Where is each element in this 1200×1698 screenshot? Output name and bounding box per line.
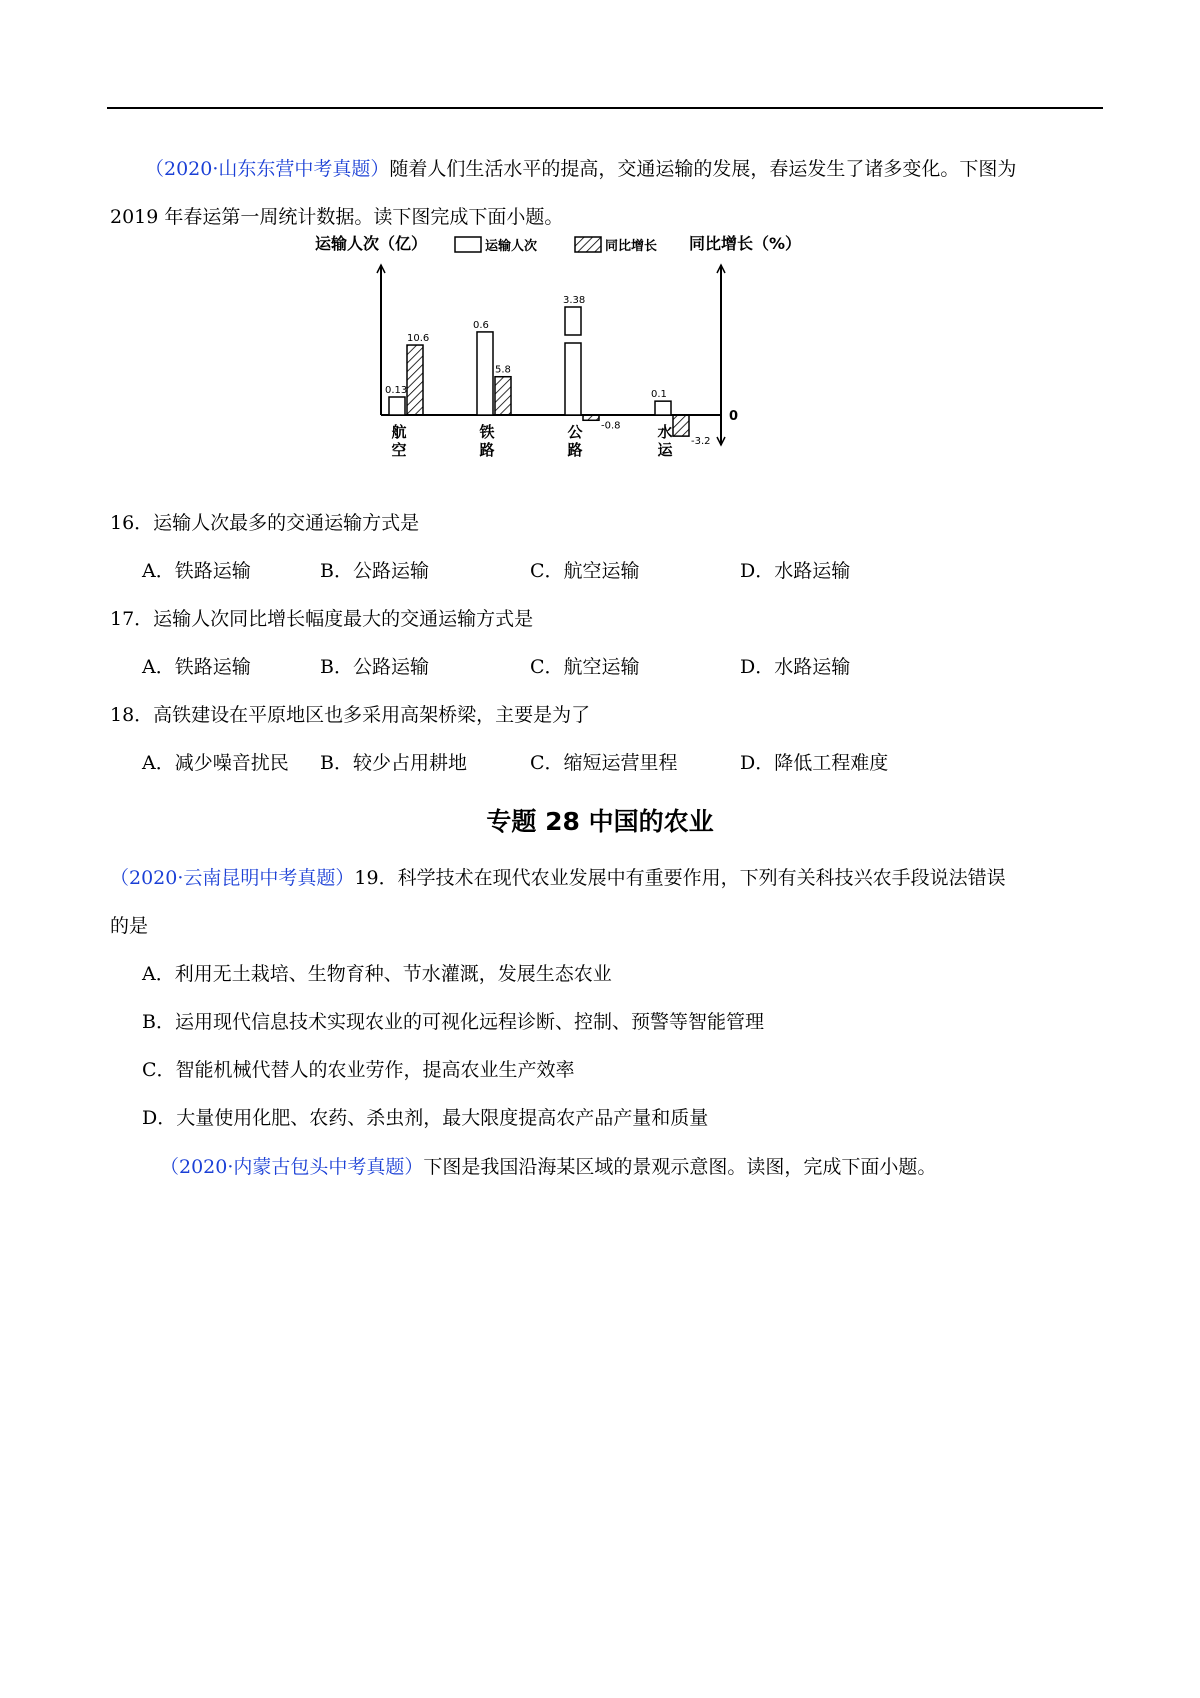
legend-label-series-1: 运输人次 <box>485 239 538 254</box>
top-rule <box>107 107 1103 109</box>
bar-count <box>655 401 671 415</box>
bar-count-label: 0.13 <box>385 385 408 396</box>
category-label: 运 <box>657 441 673 459</box>
source-tag: （2020·山东东营中考真题） <box>145 158 390 180</box>
bar-growth <box>407 345 423 415</box>
bar-growth <box>673 415 689 436</box>
category-label: 路 <box>479 441 495 459</box>
q16-option-a[interactable]: A．铁路运输 <box>142 560 251 582</box>
q19-option-a[interactable]: A．利用无土栽培、生物育种、节水灌溉，发展生态农业 <box>142 963 612 985</box>
source-tag: （2020·云南昆明中考真题） <box>110 867 355 889</box>
intro1-line2: 2019 年春运第一周统计数据。读下图完成下面小题。 <box>110 206 564 228</box>
bar-growth <box>495 377 511 415</box>
category-label: 空 <box>391 441 407 459</box>
q17-option-b[interactable]: B．公路运输 <box>320 656 429 678</box>
question-16-stem: 16．运输人次最多的交通运输方式是 <box>110 512 420 534</box>
q18-option-c[interactable]: C．缩短运营里程 <box>530 752 678 774</box>
question-18-stem: 18．高铁建设在平原地区也多采用高架桥梁，主要是为了 <box>110 704 591 726</box>
legend-hatched-swatch <box>575 237 601 252</box>
bar-growth-label: 10.6 <box>407 333 430 345</box>
bar-count-label: 0.6 <box>473 319 489 331</box>
category-label: 公 <box>567 423 583 441</box>
q16-option-b[interactable]: B．公路运输 <box>320 560 429 582</box>
bar-growth-label: -0.8 <box>601 420 621 432</box>
bar-growth <box>583 415 599 420</box>
category-label: 航 <box>391 423 407 441</box>
bar-count <box>477 332 493 415</box>
q16-option-d[interactable]: D．水路运输 <box>740 560 851 582</box>
q19-stem: 19．科学技术在现代农业发展中有重要作用，下列有关科技兴农手段说法错误 <box>354 867 1006 889</box>
intro1-text: 随着人们生活水平的提高，交通运输的发展，春运发生了诸多变化。下图为 <box>389 158 1017 180</box>
q17-option-d[interactable]: D．水路运输 <box>740 656 851 678</box>
q16-option-c[interactable]: C．航空运输 <box>530 560 640 582</box>
q18-option-a[interactable]: A．减少噪音扰民 <box>142 752 289 774</box>
question-19-line1 <box>110 866 1006 890</box>
q19-option-b[interactable]: B．运用现代信息技术实现农业的可视化远程诊断、控制、预警等智能管理 <box>142 1011 764 1033</box>
question-17-stem: 17．运输人次同比增长幅度最大的交通运输方式是 <box>110 608 534 630</box>
bar-growth-label: -3.2 <box>691 436 711 448</box>
category-label: 铁 <box>479 423 495 441</box>
bar-growth-label: 5.8 <box>495 364 511 376</box>
right-axis-title: 同比增长（%） <box>689 234 802 253</box>
transport-chart <box>315 234 875 490</box>
zero-label: 0 <box>729 409 739 424</box>
intro2-text: 下图是我国沿海某区域的景观示意图。读图，完成下面小题。 <box>423 1156 937 1178</box>
q17-option-c[interactable]: C．航空运输 <box>530 656 640 678</box>
legend-hollow-swatch <box>455 237 481 252</box>
q18-option-b[interactable]: B．较少占用耕地 <box>320 752 467 774</box>
bar-count-lower <box>565 343 581 415</box>
bar-count-label: 3.38 <box>563 295 586 306</box>
bar-count-label: 0.1 <box>651 389 667 401</box>
legend-label-series-2: 同比增长 <box>605 239 658 254</box>
bar-count-upper <box>565 307 581 335</box>
left-axis-title: 运输人次（亿） <box>315 234 428 253</box>
q19-option-c[interactable]: C．智能机械代替人的农业劳作，提高农业生产效率 <box>142 1059 575 1081</box>
source-tag: （2020·内蒙古包头中考真题） <box>160 1156 424 1178</box>
category-label: 水 <box>657 423 673 441</box>
question-19-line2: 的是 <box>110 915 149 937</box>
intro2-line <box>160 1155 936 1179</box>
bar-count <box>389 397 405 415</box>
category-label: 路 <box>567 441 583 459</box>
q18-option-d[interactable]: D．降低工程难度 <box>740 752 889 774</box>
q17-option-a[interactable]: A．铁路运输 <box>142 656 251 678</box>
section-title: 专题 28 中国的农业 <box>486 807 714 836</box>
q19-option-d[interactable]: D．大量使用化肥、农药、杀虫剂，最大限度提高农产品产量和质量 <box>142 1107 709 1129</box>
intro1-line1 <box>145 157 1016 181</box>
